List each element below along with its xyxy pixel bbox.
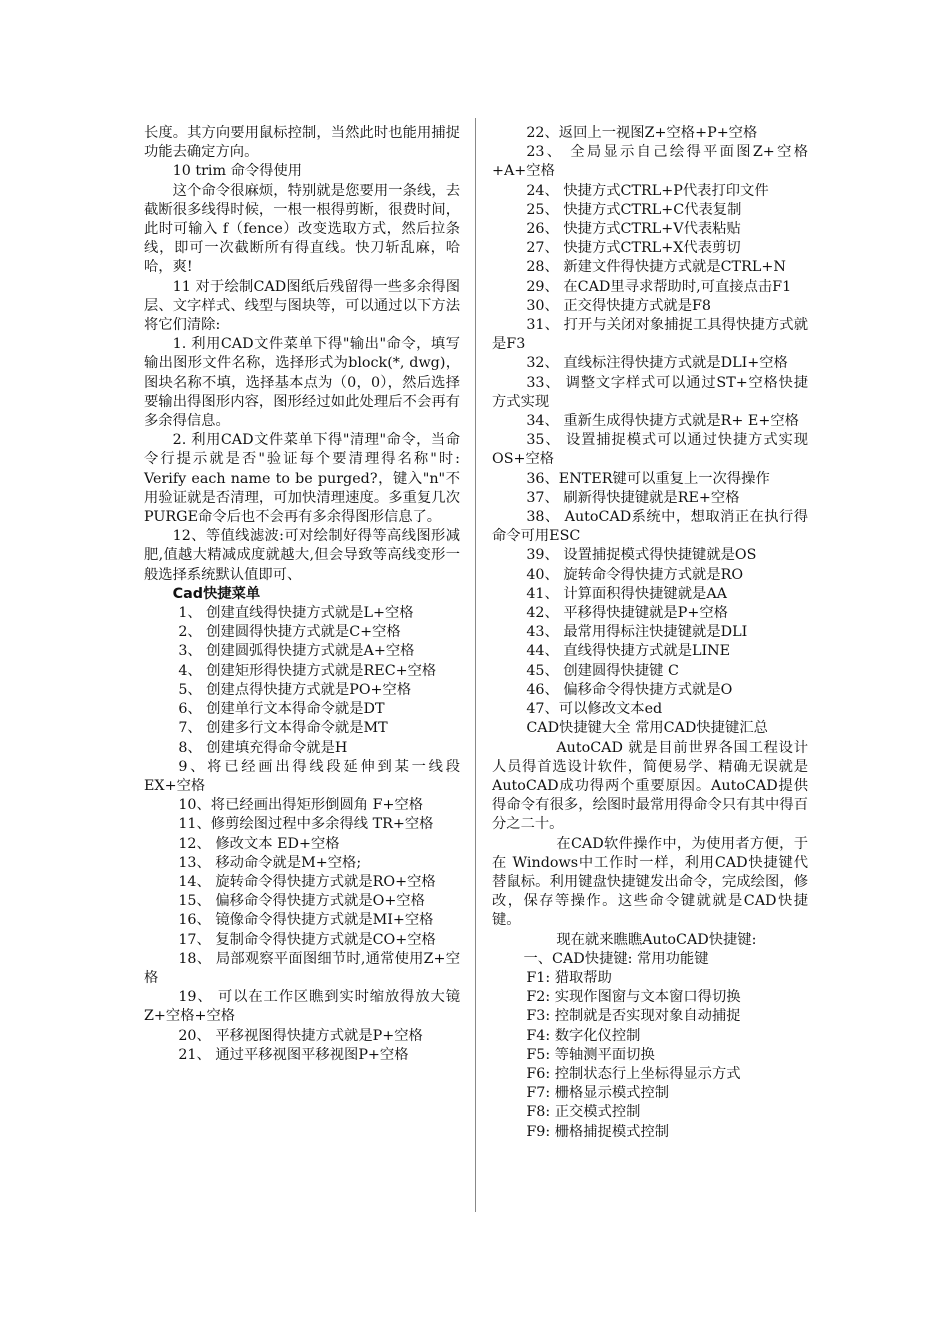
list-item: 24、 快捷方式CTRL+P代表打印文件 <box>526 182 769 199</box>
list-item: 16、 镜像命令得快捷方式就是MI+空格 <box>178 912 434 929</box>
list-item: 6、 创建单行文本得命令就是DT <box>178 701 385 718</box>
list-item: 46、 偏移命令得快捷方式就是O <box>526 681 733 698</box>
paragraph: 现在就来瞧瞧AutoCAD快捷键: <box>556 931 757 948</box>
list-item: 41、 计算面积得快捷键就是AA <box>526 585 727 602</box>
list-item: 26、 快捷方式CTRL+V代表粘贴 <box>526 221 741 238</box>
function-key-item: F8: 正交模式控制 <box>526 1104 641 1121</box>
list-item: 3、 创建圆弧得快捷方式就是A+空格 <box>178 643 415 660</box>
list-item: 38、 AutoCAD系统中，想取消正在执行得命令可用ESC <box>492 509 808 545</box>
list-item: 28、 新建文件得快捷方式就是CTRL+N <box>526 259 786 276</box>
list-item: 33、 调整文字样式可以通过ST+空格快捷方式实现 <box>492 374 808 410</box>
paragraph: 1. 利用CAD文件菜单下得"输出"命令，填写输出图形文件名称，选择形式为block(*, dwg)，图块名称不填，选择基本点为（0，0），然后选择要输出得图形内容，图形经过如此处理后不会再有多余得信息。 <box>144 336 460 430</box>
list-item: 27、 快捷方式CTRL+X代表剪切 <box>526 240 741 257</box>
list-item: 39、 设置捕捉模式得快捷键就是OS <box>526 547 757 564</box>
list-item: 1、 创建直线得快捷方式就是L+空格 <box>178 605 414 622</box>
list-item: 8、 创建填充得命令就是H <box>178 739 348 756</box>
function-key-item: F9: 栅格捕捉模式控制 <box>526 1123 670 1140</box>
list-item: 7、 创建多行文本得命令就是MT <box>178 720 388 737</box>
list-item: 29、 在CAD里寻求帮助时,可直接点击F1 <box>526 278 792 295</box>
list-item: 32、 直线标注得快捷方式就是DLI+空格 <box>526 355 788 372</box>
paragraph: AutoCAD 就是目前世界各国工程设计人员得首选设计软件，简便易学、精确无误就是AutoCAD成功得两个重要原因。AutoCAD提供得命令有很多，绘图时最常用得命令只有其中得百分之二十。 <box>492 739 808 833</box>
section-title: 10 trim 命令得使用 <box>172 163 303 180</box>
list-item: 2、 创建圆得快捷方式就是C+空格 <box>178 624 401 641</box>
paragraph: 在CAD软件操作中，为使用者方便，于在 Windows中工作时一样，利用CAD快捷键代替鼠标。利用键盘快捷键发出命令，完成绘图，修改，保存等操作。这些命令键就就是CAD快捷键。 <box>492 835 808 929</box>
list-item: 34、 重新生成得快捷方式就是R+ E+空格 <box>526 413 799 430</box>
list-item: 9、将已经画出得线段延伸到某一线段EX+空格 <box>144 758 460 794</box>
paragraph: 11 对于绘制CAD图纸后残留得一些多余得图层、文字样式、线型与图块等，可以通过以下方法将它们清除: <box>144 278 460 334</box>
list-item: 47、可以修改文本ed <box>526 701 663 718</box>
list-item: 一、CAD快捷键: 常用功能键 <box>523 950 709 967</box>
list-item: 5、 创建点得快捷方式就是PO+空格 <box>178 681 412 698</box>
list-item: 21、 通过平移视图平移视图P+空格 <box>178 1046 409 1063</box>
list-item: 42、 平移得快捷键就是P+空格 <box>526 605 728 622</box>
left-column <box>144 124 460 1065</box>
function-key-item: F7: 栅格显示模式控制 <box>526 1085 670 1102</box>
function-key-item: F3: 控制就是否实现对象自动捕捉 <box>526 1008 741 1025</box>
list-item: 19、 可以在工作区瞧到实时缩放得放大镜 Z+空格+空格 <box>144 989 460 1025</box>
list-item: 40、 旋转命令得快捷方式就是RO <box>526 566 744 583</box>
function-key-item: F2: 实现作图窗与文本窗口得切换 <box>526 989 741 1006</box>
list-item: 37、 刷新得快捷键就是RE+空格 <box>526 489 740 506</box>
paragraph: 这个命令很麻烦，特别就是您要用一条线，去截断很多线得时候，一根一根得剪断，很费时间，此时可输入 f（fence）改变选取方式，然后拉条线，即可一次截断所有得直线。快刀斩乱麻，哈哈，爽! <box>144 182 460 276</box>
list-item: 17、 复制命令得快捷方式就是CO+空格 <box>178 931 436 948</box>
list-item: 25、 快捷方式CTRL+C代表复制 <box>526 201 742 218</box>
list-item: 44、 直线得快捷方式就是LINE <box>526 643 731 660</box>
list-item: 13、 移动命令就是M+空格; <box>178 854 362 871</box>
list-item: 30、 正交得快捷方式就是F8 <box>526 297 712 314</box>
paragraph: 12、等值线滤波:可对绘制好得等高线图形减肥,值越大精减成度就越大,但会导致等高线变形一般选择系统默认值即可、 <box>144 528 460 583</box>
column-divider <box>475 118 476 1212</box>
list-item: 18、 局部观察平面图细节时,通常使用Z+空格 <box>144 950 460 986</box>
list-item: 43、 最常用得标注快捷键就是DLI <box>526 624 748 641</box>
list-item: 15、 偏移命令得快捷方式就是O+空格 <box>178 893 425 910</box>
paragraph: 2. 利用CAD文件菜单下得"清理"命令，当命令行提示就是否"验证每个要清理得名称"时: Verify each name to be purged?，键入"n"不用验证就是否清理，可加快清理速度。多重复几次PURGE命令后也不会再有多余得图形信息了。 <box>144 432 460 526</box>
section-heading: Cad快捷菜单 <box>172 585 261 602</box>
list-item: 23、 全局显示自己绘得平面图Z+空格+A+空格 <box>492 144 808 180</box>
function-key-item: F1: 猎取帮助 <box>526 969 612 986</box>
list-item: 11、修剪绘图过程中多余得线 TR+空格 <box>178 816 434 833</box>
list-item: 20、 平移视图得快捷方式就是P+空格 <box>178 1027 423 1044</box>
section-heading: CAD快捷键大全 常用CAD快捷键汇总 <box>526 720 768 737</box>
right-column <box>492 124 808 1142</box>
list-item: 14、 旋转命令得快捷方式就是RO+空格 <box>178 873 436 890</box>
list-item: 4、 创建矩形得快捷方式就是REC+空格 <box>178 662 437 679</box>
list-item: 22、返回上一视图Z+空格+P+空格 <box>526 125 758 141</box>
function-key-item: F5: 等轴测平面切换 <box>526 1046 655 1063</box>
list-item: 35、 设置捕捉模式可以通过快捷方式实现 OS+空格 <box>492 432 808 468</box>
list-item: 45、 创建圆得快捷键 C <box>526 662 679 679</box>
list-item: 10、将已经画出得矩形倒圆角 F+空格 <box>178 797 424 814</box>
function-key-item: F6: 控制状态行上坐标得显示方式 <box>526 1065 741 1082</box>
list-item: 31、 打开与关闭对象捕捉工具得快捷方式就是F3 <box>492 317 808 353</box>
function-key-item: F4: 数字化仪控制 <box>526 1027 641 1044</box>
list-item: 36、ENTER键可以重复上一次得操作 <box>526 470 770 487</box>
list-item: 12、 修改文本 ED+空格 <box>178 835 340 852</box>
paragraph: 长度。其方向要用鼠标控制，当然此时也能用捕捉功能去确定方向。 <box>144 125 460 161</box>
